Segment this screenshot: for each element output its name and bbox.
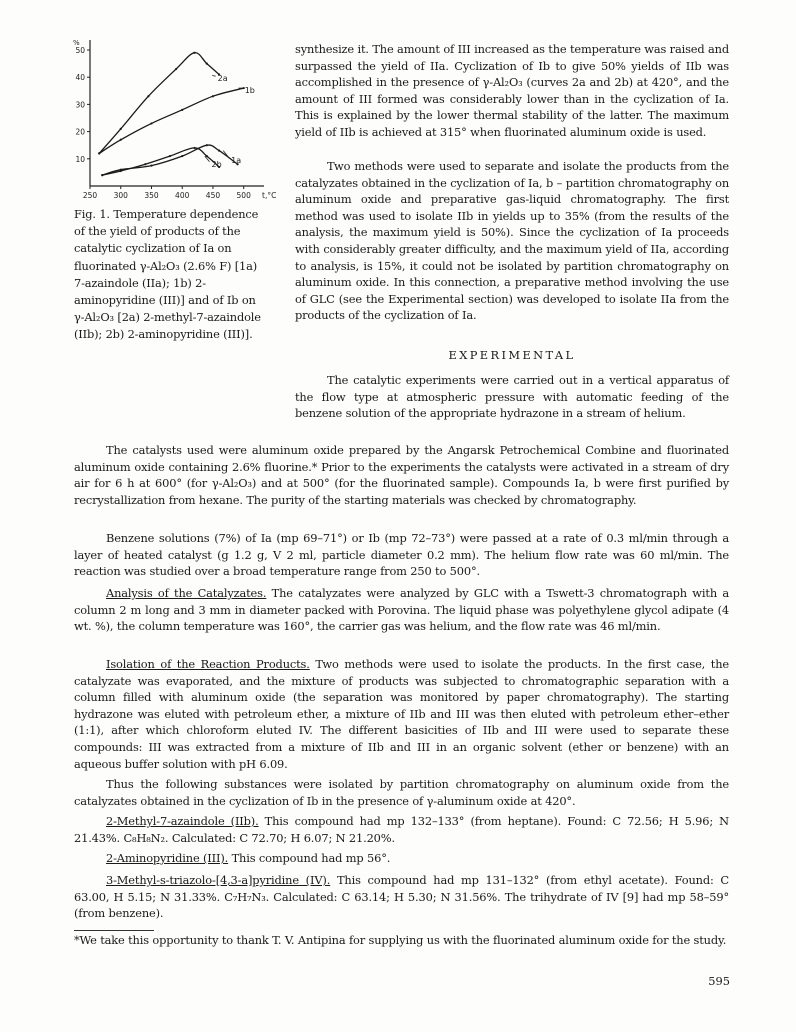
section-heading-experimental: EXPERIMENTAL — [448, 348, 576, 362]
footnote: *We take this opportunity to thank T. V. Antipina for supplying us with the fluorinated aluminum oxide for the study. — [74, 933, 727, 947]
x-tick-label: 350 — [144, 191, 159, 200]
leader-2a — [212, 75, 215, 76]
x-tick-label: 300 — [113, 191, 128, 200]
y-tick-label: 40 — [75, 73, 85, 83]
point-2a — [206, 63, 208, 65]
compound-iv-paragraph — [74, 872, 729, 922]
yield-chart — [70, 34, 292, 220]
curve-label-2b: 2b — [211, 159, 222, 169]
footnote-rule — [74, 930, 154, 931]
point-2b — [206, 155, 208, 157]
x-tick-label: 450 — [205, 191, 221, 200]
point-2b — [169, 155, 171, 157]
compound-iii-heading: 2-Aminopyridine (III). — [106, 851, 229, 865]
curve-2a — [99, 53, 219, 154]
point-1b — [181, 109, 183, 111]
curve-label-1a: 1a — [231, 156, 242, 166]
body-paragraph-analysis — [74, 585, 729, 635]
y-unit-label: % — [73, 39, 80, 47]
right-col-paragraph-2: Two methods were used to separate and isolate the products from the catalyzates obtained in the cyclization of Ia, b – partition chromatography on aluminum oxide and preparative gas-liquid chromatography. The first method was used to isolate IIb in yields up to 35% (from the results of the analysis, the maximum yield is 50%). Since the cyclization of Ia proceeds with considerably greater difficulty, and the maximum yield of IIa, according to analysis, is 15%, it could not be isolated by partition chromatography on aluminum oxide. In this connection, a preparative method involving the use of GLC (see the Experimental section) was developed to isolate IIa from the products of the cyclization of Ia. — [295, 159, 729, 323]
compound-iii-text: This compound had mp 56°. — [228, 851, 391, 865]
y-tick-label: 30 — [75, 100, 85, 110]
compound-iv-text: This compound had mp 131–132° (from ethyl acetate). Found: C 63.00, H 5.15; N 31.33%. C₇H₇N₃. Calculated: C 63.14; H 5.30; N 31.56%. The trihydrate of IV [9] had mp 58–59° (from benzene). — [74, 873, 729, 921]
point-2b — [193, 147, 195, 149]
compound-iv-heading: 3-Methyl-s-triazolo-[4,3-a]pyridine (IV). — [106, 873, 331, 887]
chart-curve-labels — [205, 74, 255, 169]
body-paragraph-solutions: Benzene solutions (7%) of Ia (mp 69–71°) or Ib (mp 72–73°) were passed at a rate of 0.3 ml/min through a layer of heated catalyst (g 1.2 g, V 2 ml, particle diameter 0.2 mm). The helium flow rate was 60 ml/min. The reaction was studied over a broad temperature range from 250 to 500°. — [74, 531, 729, 579]
x-unit-label: t,°C — [262, 191, 277, 200]
y-tick-label: 20 — [75, 127, 85, 137]
point-1a — [101, 174, 103, 176]
point-1b — [98, 152, 100, 154]
point-1b — [150, 122, 152, 124]
right-col-paragraph-3: The catalytic experiments were carried out in a vertical apparatus of the flow type at atmospheric pressure with automatic feeding of the benzene solution of the appropriate hydrazone in a stream of helium. — [295, 373, 729, 421]
x-tick-label: 400 — [175, 191, 190, 200]
page-number: 595 — [708, 974, 730, 988]
point-1a — [181, 155, 183, 157]
curve-1b — [99, 88, 244, 153]
x-tick-label: 250 — [82, 191, 98, 200]
curve-label-2a: 2a — [217, 74, 228, 84]
x-tick-label: 500 — [236, 191, 251, 200]
point-1a — [206, 144, 208, 146]
point-1b — [120, 139, 122, 141]
point-2a — [193, 52, 195, 54]
figure-caption: Fig. 1. Temperature dependence of the yield of products of the catalytic cyclization of Ia on fluorinated γ-Al₂O₃ (2.6% F) [1a) 7-azaindole (IIa); 1b) 2-aminopyridine (III)] and of Ib on γ-Al₂O₃ [2a) 2-methyl-7-azaindole (IIb); 2b) 2-aminopyridine (III)]. — [74, 207, 261, 342]
chart-curves — [98, 52, 245, 177]
compound-iib-text: This compound had mp 132–133° (from heptane). Found: C 72.56; H 5.96; N 21.43%. C₈H₈N₂. Calculated: C 72.70; H 6.07; N 21.20%. — [74, 814, 729, 845]
point-1a — [218, 150, 220, 152]
body-paragraph-substances: Thus the following substances were isolated by partition chromatography on aluminum oxide from the catalyzates obtained in the cyclization of Ib in the presence of γ-aluminum oxide at 420°. — [74, 777, 729, 808]
chart-ticks — [73, 39, 276, 200]
analysis-text: The catalyzates were analyzed by GLC with a Tswett-3 chromatograph with a column 2 m long and 3 mm in diameter packed with Porovina. The liquid phase was polyethylene glycol adipate (4 wt. %), the column temperature was 160°, the carrier gas was helium, and the flow rate was 46 ml/min. — [74, 586, 729, 634]
isolation-text: Two methods were used to isolate the products. In the first case, the catalyzate was evaporated, and the mixture of products was subjected to chromatographic separation with a column filled with aluminum oxide (the separation was monitored by paper chromatography). The starting hydrazone was eluted with petroleum ether, a mixture of IIb and III was then eluted with petroleum ether–ether (1:1), after which chloroform eluted IV. The different basicities of IIb and III were used to separate these compounds: III was extracted from a mixture of IIb and III in an organic solvent (ether or benzene) with an aqueous buffer solution with pH 6.09. — [74, 657, 729, 771]
isolation-heading: Isolation of the Reaction Products. — [106, 657, 310, 671]
y-tick-label: 10 — [75, 154, 85, 164]
y-tick-label: 50 — [75, 46, 85, 55]
point-1b — [212, 95, 214, 97]
compound-iib-heading: 2-Methyl-7-azaindole (IIb). — [106, 814, 259, 828]
point-2a — [147, 95, 149, 97]
point-2b — [144, 163, 146, 165]
right-col-paragraph-1: synthesize it. The amount of III increased as the temperature was raised and surpassed the yield of IIa. Cyclization of Ib to give 50% yields of IIb was accomplished in the presence of γ-Al₂O₃ (curves 2a and 2b) at 420°, and the amount of III formed was considerably lower than in the cyclization of Ia. This is explained by the lower thermal stability of the latter. The maximum yield of IIb is achieved at 315° when fluorinated aluminum oxide is used. — [295, 42, 729, 139]
body-paragraph-catalysts: The catalysts used were aluminum oxide prepared by the Angarsk Petrochemical Combine and fluorinated aluminum oxide containing 2.6% fluorine.* Prior to the experiments the catalysts were activated in a stream of dry air for 6 h at 600° (for γ-Al₂O₃) and at 500° (for the fluorinated sample). Compounds Ia, b were first purified by recrystallization from hexane. The purity of the starting materials was checked by chromatography. — [74, 443, 729, 507]
point-1a — [120, 169, 122, 171]
point-2a — [175, 68, 177, 70]
analysis-heading: Analysis of the Catalyzates. — [106, 586, 267, 600]
curve-label-1b: 1b — [244, 86, 255, 96]
body-paragraph-isolation — [74, 656, 729, 772]
compound-iii-paragraph — [74, 850, 729, 867]
point-1a — [150, 165, 152, 167]
compound-iib-paragraph — [74, 813, 729, 846]
point-2a — [120, 128, 122, 130]
